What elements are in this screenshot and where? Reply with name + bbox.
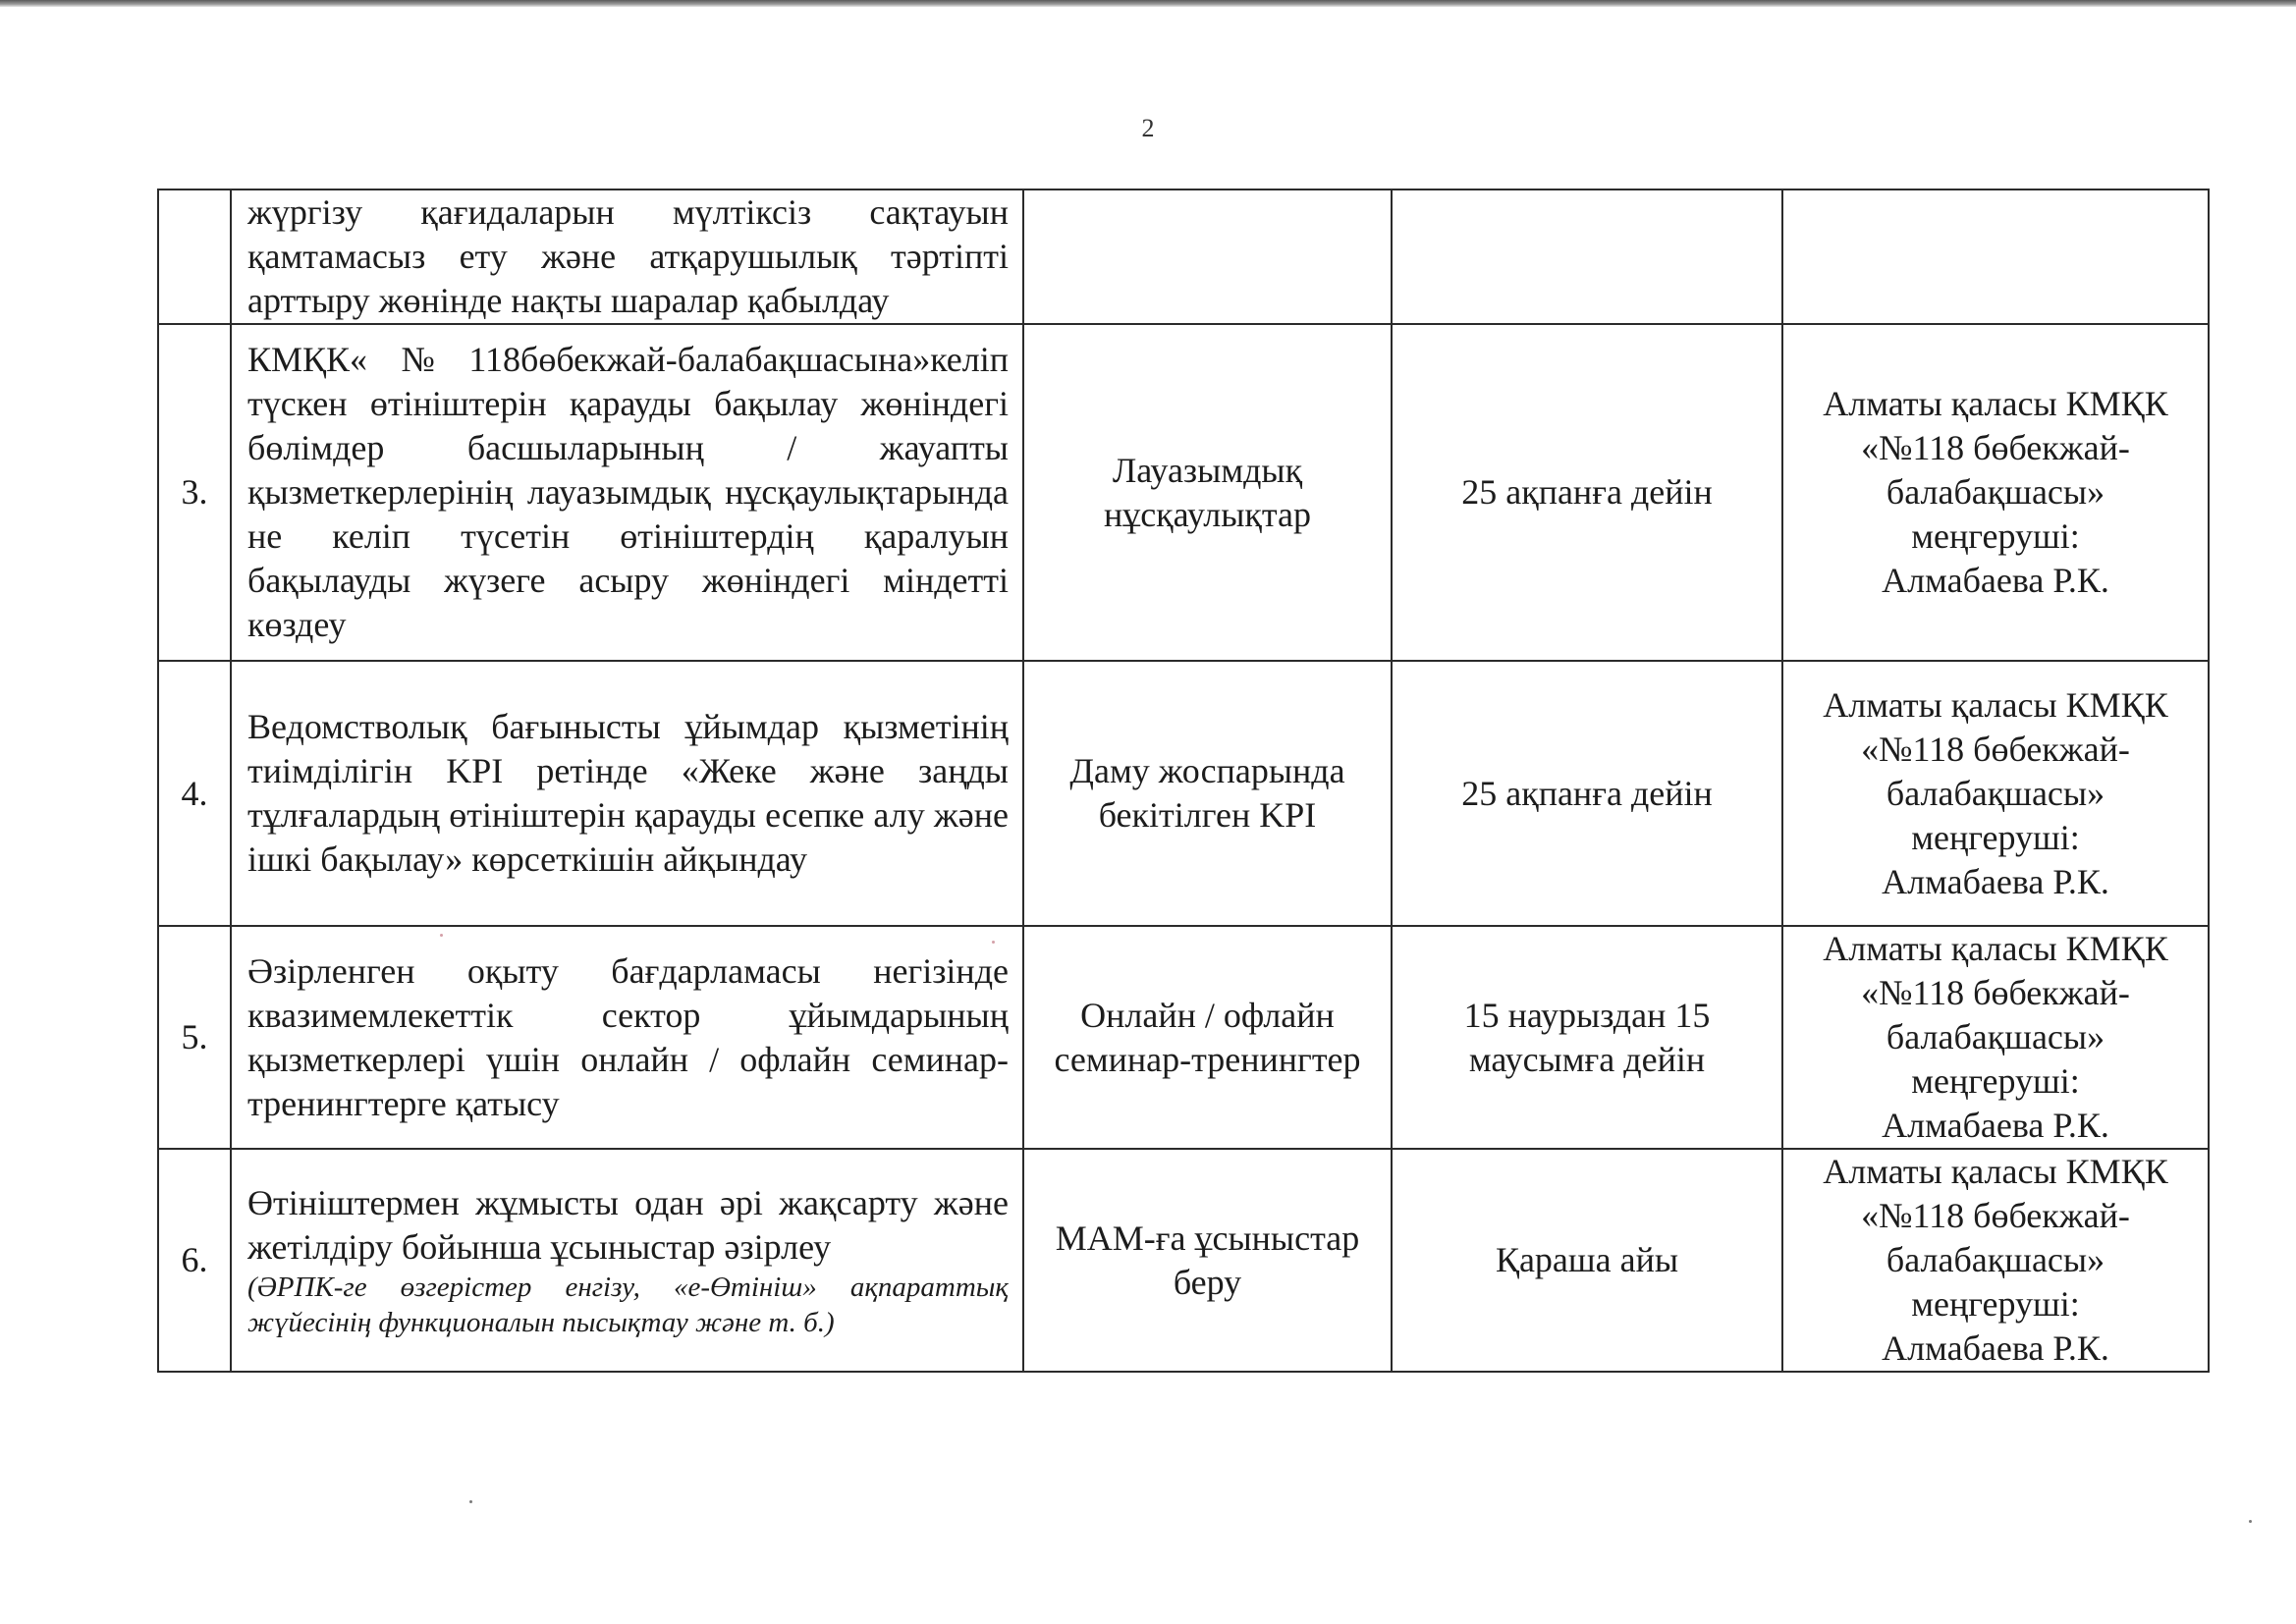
scan-speck (2249, 1520, 2252, 1523)
responsible-cell (1782, 189, 2209, 324)
deadline-cell: Қараша айы (1392, 1149, 1782, 1372)
responsible-line: Алматы қаласы КМҚК (1823, 684, 2168, 725)
completion-form-cell: Онлайн / офлайн семинар-тренингтер (1023, 926, 1392, 1149)
responsible-line: «№118 бөбекжай- (1861, 428, 2130, 467)
row-number-cell: 5. (158, 926, 231, 1149)
responsible-line: Алмабаева Р.К. (1882, 861, 2109, 901)
responsible-line: Алматы қаласы КМҚК (1823, 384, 2168, 423)
responsible-cell (1782, 324, 2209, 661)
responsible-line: Алмабаева Р.К. (1882, 561, 2109, 600)
responsible-line: меңгеруші: (1911, 1284, 2080, 1324)
completion-form-cell (1023, 189, 1392, 324)
responsible-line: балабақшасы» (1886, 773, 2105, 813)
activity-text: КМҚК«№118бөбекжай-балабақшасына»келіп түскен өтініштерін қарауды бақылау жөніндегі бөлімдер басшыларының / жауапты қызметкерлерінің лауазымдық нұсқаулықтарында не келіп түсетін өтініштердің қаралуын бақылауды жүзеге асыру жөніндегі міндетті көздеу (247, 340, 1009, 644)
row-number-cell: 6. (158, 1149, 231, 1372)
activity-cell (231, 324, 1023, 661)
responsible-line: «№118 бөбекжай- (1861, 729, 2130, 769)
completion-form-cell: Даму жоспарында бекітілген KPI (1023, 661, 1392, 926)
responsible-line: балабақшасы» (1886, 472, 2105, 512)
activity-note: (ӘРПК-ге өзгерістер енгізу, «е-Өтініш» ақпараттық жүйесінің функционалын пысықтау және т. б.) (247, 1271, 1009, 1338)
activity-cell (231, 1149, 1023, 1372)
completion-form-cell: Лауазымдық нұсқаулықтар (1023, 324, 1392, 661)
deadline-cell (1392, 189, 1782, 324)
responsible-line: Алматы қаласы КМҚК (1823, 1152, 2168, 1191)
table-row (158, 661, 2209, 926)
completion-form-cell: МАМ-ға ұсыныстар беру (1023, 1149, 1392, 1372)
activity-cell (231, 926, 1023, 1149)
activity-cell (231, 661, 1023, 926)
responsible-line: Алматы қаласы КМҚК (1823, 929, 2168, 968)
responsible-line: меңгеруші: (1911, 1061, 2080, 1101)
responsible-cell (1782, 926, 2209, 1149)
row-number-cell (158, 189, 231, 324)
responsible-cell (1782, 1149, 2209, 1372)
responsible-line: балабақшасы» (1886, 1017, 2105, 1056)
activity-text: Өтініштермен жұмысты одан әрі жақсарту және жетілдіру бойынша ұсыныстар әзірлеу (247, 1182, 1009, 1267)
row-number-cell: 3. (158, 324, 231, 661)
responsible-cell (1782, 661, 2209, 926)
table-row (158, 189, 2209, 324)
action-plan-table (157, 189, 2210, 1373)
page-number: 2 (1141, 114, 1155, 142)
responsible-line: меңгеруші: (1911, 817, 2080, 857)
row-number-cell: 4. (158, 661, 231, 926)
deadline-cell: 25 ақпанға дейін (1392, 661, 1782, 926)
deadline-cell: 15 наурыздан 15 маусымға дейін (1392, 926, 1782, 1149)
table-row (158, 926, 2209, 1149)
responsible-line: «№118 бөбекжай- (1861, 1196, 2130, 1235)
activity-text: жүргізу қағидаларын мүлтіксіз сақтауын қамтамасыз ету және атқарушылық тәртіпті арттыру жөнінде нақты шаралар қабылдау (247, 192, 1009, 320)
scan-speck (469, 1500, 472, 1503)
table-row (158, 324, 2209, 661)
scan-speck (440, 934, 443, 937)
responsible-line: «№118 бөбекжай- (1861, 973, 2130, 1012)
activity-cell (231, 189, 1023, 324)
deadline-cell: 25 ақпанға дейін (1392, 324, 1782, 661)
responsible-line: балабақшасы» (1886, 1240, 2105, 1279)
scan-edge-shadow (0, 0, 2296, 7)
responsible-line: Алмабаева Р.К. (1882, 1328, 2109, 1368)
responsible-line: меңгеруші: (1911, 516, 2080, 556)
scan-speck (992, 941, 995, 944)
table-row (158, 1149, 2209, 1372)
activity-text: Ведомстволық бағынысты ұйымдар қызметінің тиімділігін KPI ретінде «Жеке және заңды тұлғалардың өтініштерін қарауды есепке алу және ішкі бақылау» көрсеткішін айқындау (247, 707, 1009, 879)
responsible-line: Алмабаева Р.К. (1882, 1106, 2109, 1145)
activity-text: Әзірленген оқыту бағдарламасы негізінде квазимемлекеттік сектор ұйымдарының қызметкерлері үшін онлайн / офлайн семинар-тренингтерге қатысу (247, 950, 1009, 1123)
